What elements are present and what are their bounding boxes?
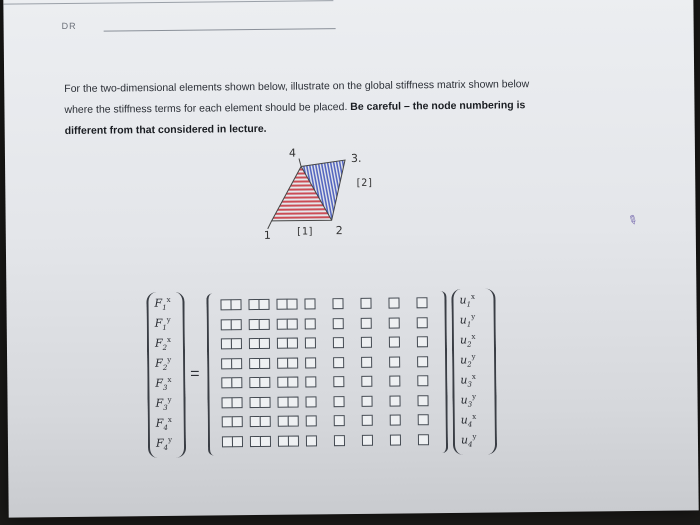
displacement-symbol: u — [460, 393, 468, 407]
stiffness-cell[interactable] — [230, 299, 241, 310]
stiffness-cell[interactable] — [305, 357, 316, 368]
stiffness-cell[interactable] — [390, 414, 401, 425]
stiffness-cell[interactable] — [418, 414, 429, 425]
global-stiffness-matrix — [206, 291, 448, 456]
force-symbol: F — [155, 356, 163, 370]
force-direction: x — [167, 375, 172, 384]
displacement-vector — [451, 288, 497, 454]
force-entry — [155, 396, 171, 412]
stiffness-cell[interactable] — [304, 298, 315, 309]
displacement-direction: x — [471, 372, 476, 381]
stiffness-cell[interactable] — [333, 318, 344, 329]
displacement-node-index: 3 — [467, 400, 473, 409]
stiffness-cell[interactable] — [417, 375, 428, 386]
displacement-symbol: u — [460, 433, 469, 447]
stiffness-cell[interactable] — [334, 435, 345, 446]
stiffness-cell[interactable] — [287, 338, 298, 349]
stiffness-cell[interactable] — [305, 337, 316, 348]
stiffness-cell[interactable] — [334, 415, 345, 426]
displacement-direction: x — [472, 412, 477, 421]
instructions-line-2-plain: where the stiffness terms for each element should be placed. — [64, 101, 348, 116]
stiffness-cell[interactable] — [389, 356, 400, 367]
force-direction: x — [167, 415, 172, 424]
force-node-index: 4 — [163, 423, 168, 432]
stiffness-cell[interactable] — [417, 336, 428, 347]
displacement-node-index: 2 — [467, 340, 472, 349]
displacement-entry — [460, 313, 476, 329]
node-1-label: 1 — [263, 228, 271, 242]
force-node-index: 4 — [163, 443, 169, 452]
stiffness-cell[interactable] — [231, 397, 242, 408]
stiffness-cell[interactable] — [260, 416, 271, 427]
stiffness-cell[interactable] — [305, 376, 316, 387]
stiffness-cell[interactable] — [306, 435, 317, 446]
stiffness-cell[interactable] — [259, 377, 270, 388]
stiffness-cell[interactable] — [417, 395, 428, 406]
stiffness-cell[interactable] — [333, 337, 344, 348]
displacement-entry — [460, 373, 476, 389]
force-direction: y — [167, 355, 172, 364]
instructions-line-3 — [65, 116, 585, 142]
force-direction: y — [168, 435, 173, 444]
displacement-node-index: 1 — [466, 300, 472, 309]
force-entry — [154, 296, 170, 312]
stiffness-cell[interactable] — [360, 298, 371, 309]
stiffness-cell[interactable] — [389, 336, 400, 347]
displacement-symbol: u — [459, 333, 468, 347]
stiffness-cell[interactable] — [231, 338, 242, 349]
displacement-entry — [460, 393, 476, 409]
displacement-symbol: u — [459, 293, 467, 307]
force-symbol: F — [155, 416, 164, 430]
force-node-index: 3 — [162, 383, 168, 392]
top-rule-left — [3, 0, 333, 4]
equals-sign: = — [190, 365, 200, 383]
displacement-direction: x — [470, 292, 476, 301]
stiffness-cell[interactable] — [260, 435, 271, 446]
stiffness-cell[interactable] — [362, 434, 373, 445]
force-node-index: 2 — [162, 343, 168, 352]
force-entry — [156, 416, 172, 432]
stiffness-cell[interactable] — [389, 375, 400, 386]
instructions-line-3-bold: different from that considered in lecture. — [64, 122, 267, 137]
stiffness-cell[interactable] — [231, 319, 242, 330]
displacement-direction: y — [471, 312, 476, 321]
force-direction: y — [166, 315, 171, 324]
stiffness-cell[interactable] — [388, 297, 399, 308]
element-1-label: [1] — [295, 226, 314, 238]
stiffness-cell[interactable] — [288, 435, 299, 446]
stiffness-cell[interactable] — [390, 434, 401, 445]
displacement-entry — [461, 413, 477, 429]
stiffness-cell[interactable] — [361, 317, 372, 328]
instructions-line-1: For the two-dimensional elements shown below, illustrate on the global stiffness matrix shown below — [64, 78, 530, 95]
displacement-node-index: 3 — [467, 380, 472, 389]
displacement-symbol: u — [460, 353, 468, 367]
stiffness-cell[interactable] — [287, 357, 298, 368]
stiffness-cell[interactable] — [231, 358, 242, 369]
stiffness-cell[interactable] — [305, 318, 316, 329]
force-symbol: F — [154, 336, 163, 350]
stiffness-cell[interactable] — [417, 356, 428, 367]
force-entry — [156, 436, 172, 452]
force-symbol: F — [155, 376, 164, 390]
displacement-direction: y — [472, 392, 477, 401]
displacement-direction: x — [471, 332, 476, 341]
displacement-node-index: 4 — [468, 440, 473, 449]
force-node-index: 2 — [162, 363, 168, 372]
force-node-index: 1 — [162, 323, 167, 332]
instructions-line-2-bold: Be careful – the node numbering is — [350, 99, 526, 113]
stiffness-cell[interactable] — [259, 396, 270, 407]
stiffness-equation — [146, 288, 508, 462]
force-direction: x — [166, 295, 171, 304]
stiffness-cell[interactable] — [333, 376, 344, 387]
stiffness-cell[interactable] — [305, 396, 316, 407]
displacement-entry — [459, 293, 475, 309]
stiffness-cell[interactable] — [361, 356, 372, 367]
stiffness-cell[interactable] — [418, 434, 429, 445]
node-2-label: 2 — [335, 224, 343, 238]
displacement-entry — [460, 353, 476, 369]
force-direction: y — [167, 395, 172, 404]
worksheet-page — [3, 0, 698, 518]
force-entry — [155, 316, 171, 332]
stiffness-cell[interactable] — [332, 298, 343, 309]
stiffness-cell[interactable] — [258, 299, 269, 310]
node-4-tick — [299, 159, 301, 167]
displacement-node-index: 2 — [467, 360, 472, 369]
stiffness-cell[interactable] — [286, 299, 297, 310]
force-node-index: 1 — [162, 303, 167, 312]
instructions-paragraph — [64, 74, 585, 142]
displacement-symbol: u — [460, 413, 468, 427]
force-entry — [155, 336, 171, 352]
displacement-symbol: u — [459, 313, 467, 327]
name-blank-line — [104, 28, 336, 31]
name-label: DR — [61, 20, 77, 32]
stiffness-cell[interactable] — [232, 416, 243, 427]
stiffness-cell[interactable] — [287, 377, 298, 388]
force-direction: x — [166, 335, 171, 344]
force-symbol: F — [155, 436, 164, 450]
stiffness-cell[interactable] — [333, 396, 344, 407]
element-2-label: [2] — [355, 177, 374, 189]
stiffness-cell[interactable] — [417, 317, 428, 328]
stiffness-cell[interactable] — [333, 357, 344, 368]
displacement-entry — [461, 433, 477, 449]
force-vector — [146, 292, 186, 458]
stiffness-cell[interactable] — [361, 395, 372, 406]
stiffness-cell[interactable] — [259, 338, 270, 349]
stiffness-cell[interactable] — [361, 337, 372, 348]
force-symbol: F — [154, 296, 163, 310]
stiffness-cell[interactable] — [231, 377, 242, 388]
node-4-label: 4 — [288, 146, 297, 160]
node-1-tick — [268, 221, 272, 229]
stiffness-cell[interactable] — [287, 318, 298, 329]
element-mesh-drawing — [255, 144, 396, 255]
force-node-index: 3 — [163, 403, 168, 412]
stiffness-cell[interactable] — [259, 318, 270, 329]
stiffness-cell[interactable] — [306, 415, 317, 426]
stiffness-cell[interactable] — [232, 436, 243, 447]
stiffness-cell[interactable] — [361, 376, 372, 387]
displacement-node-index: 4 — [467, 420, 473, 429]
displacement-entry — [460, 333, 476, 349]
displacement-symbol: u — [460, 373, 468, 387]
displacement-direction: y — [471, 352, 476, 361]
stiffness-cell[interactable] — [389, 395, 400, 406]
pencil-cursor-icon: ✎ — [624, 211, 641, 229]
force-symbol: F — [155, 396, 164, 410]
node-3-label: 3. — [350, 151, 362, 165]
force-symbol: F — [154, 316, 163, 330]
force-entry — [155, 376, 171, 392]
displacement-direction: y — [472, 432, 477, 441]
stiffness-cell[interactable] — [362, 415, 373, 426]
stiffness-cell[interactable] — [389, 317, 400, 328]
displacement-node-index: 1 — [466, 320, 472, 329]
stiffness-cell[interactable] — [288, 416, 299, 427]
stiffness-cell[interactable] — [259, 357, 270, 368]
stiffness-cell[interactable] — [416, 297, 427, 308]
force-entry — [155, 356, 171, 372]
element-diagram — [255, 144, 396, 255]
stiffness-cell[interactable] — [287, 396, 298, 407]
